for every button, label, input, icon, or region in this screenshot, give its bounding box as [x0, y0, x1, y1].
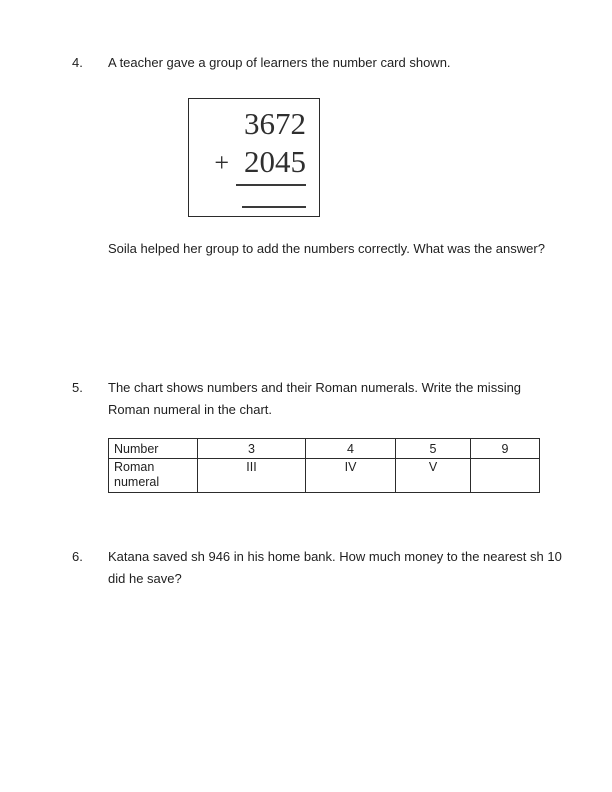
table-row-numbers — [109, 439, 540, 459]
plus-operator: + — [214, 148, 229, 177]
row-label-cell: Roman numeral — [109, 459, 198, 493]
table-row-roman-numerals — [109, 459, 540, 493]
question-4-text-line: A teacher gave a group of learners the number card shown. — [108, 55, 451, 70]
question-6 — [72, 546, 590, 590]
question-4-followup: Soila helped her group to add the numbers correctly. What was the answer? — [108, 241, 545, 256]
addend-bottom: 2045 — [236, 144, 306, 186]
question-4-text — [108, 52, 590, 74]
table-cell: V — [396, 459, 471, 493]
table-cell: 4 — [306, 439, 396, 459]
table-cell: IV — [306, 459, 396, 493]
table-cell-blank — [471, 459, 540, 493]
row-label-cell: Number — [109, 439, 198, 459]
question-5-text-line: Roman numeral in the chart. — [108, 402, 273, 417]
question-5-number: 5. — [72, 380, 83, 395]
table-cell: 3 — [198, 439, 306, 459]
question-6-text-line: Katana saved sh 946 in his home bank. How much money to the nearest sh 10 — [108, 549, 562, 564]
table-cell: 9 — [471, 439, 540, 459]
question-5 — [72, 377, 590, 421]
table-cell: 5 — [396, 439, 471, 459]
addition-top-row — [200, 104, 306, 144]
roman-numeral-table — [108, 438, 540, 493]
question-5-text — [108, 377, 590, 421]
addend-top: 3672 — [244, 106, 306, 141]
question-6-text-line: did he save? — [108, 571, 182, 586]
question-6-number: 6. — [72, 549, 83, 564]
question-6-text — [108, 546, 590, 590]
table-cell: III — [198, 459, 306, 493]
question-5-text-line: The chart shows numbers and their Roman numerals. Write the missing — [108, 380, 522, 395]
number-card — [188, 98, 320, 217]
addition-bottom-row — [200, 144, 306, 186]
question-4 — [72, 52, 590, 74]
answer-blank-line — [242, 206, 306, 208]
question-4-number: 4. — [72, 55, 83, 70]
